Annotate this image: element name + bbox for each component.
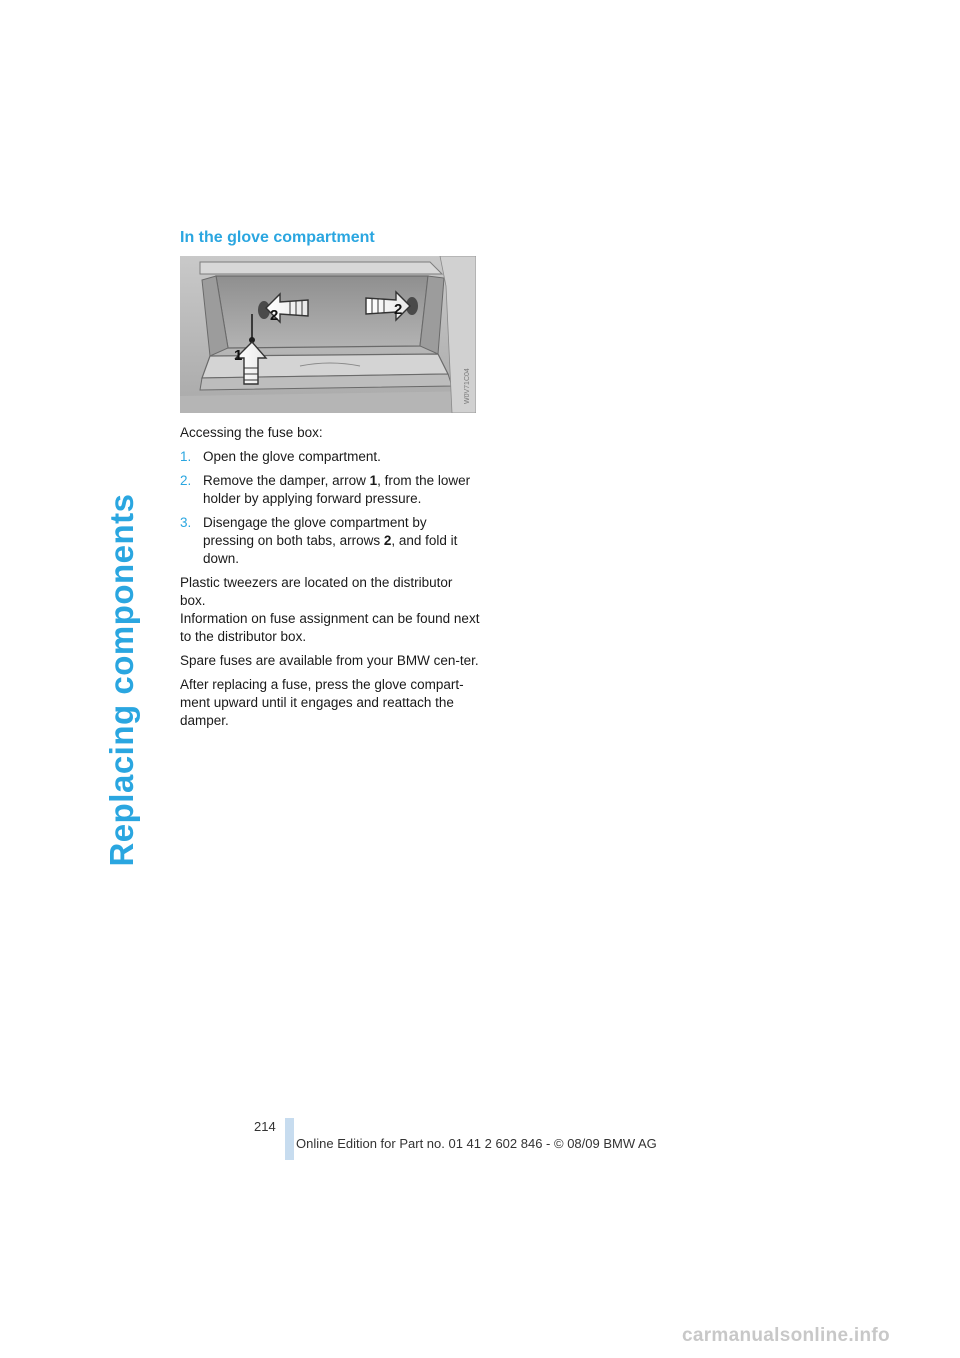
step-number: 1. (180, 449, 192, 464)
step-number: 3. (180, 515, 192, 530)
figure-code: W0V71C04 (464, 368, 471, 404)
step-text: Open the glove compartment. (203, 449, 381, 464)
page-number: 214 (254, 1119, 276, 1134)
step-item (180, 472, 480, 508)
footer-accent-bar (285, 1118, 294, 1160)
intro-text: Accessing the fuse box: (180, 425, 323, 440)
chapter-title: Replacing components (103, 493, 140, 867)
tweezers-paragraph (180, 574, 480, 646)
step-text: Remove the damper, arrow 1, from the lower holder by applying forward pressure. (203, 473, 471, 506)
glove-compartment-figure (180, 256, 476, 413)
steps-list (180, 448, 480, 568)
arrow-ref: 2 (383, 533, 392, 548)
section-heading: In the glove compartment (180, 229, 375, 246)
after-replacing-text: After replacing a fuse, press the glove compart-ment upward until it engages and reattach the damper. (180, 677, 464, 728)
arrow-ref: 1 (369, 473, 378, 488)
callout-2-right: 2 (394, 301, 403, 318)
step-number: 2. (180, 473, 192, 488)
glove-compartment-illustration (180, 256, 476, 413)
fuse-assignment-text: Information on fuse assignment can be found next to the distributor box. (180, 611, 480, 644)
step-item (180, 448, 480, 466)
step-text: Disengage the glove compartment by pressing on both tabs, arrows 2, and fold it down. (203, 515, 458, 566)
callout-1: 1 (234, 347, 243, 364)
tweezers-text: Plastic tweezers are located on the distributor box. (180, 575, 453, 608)
body-text (180, 424, 480, 736)
spare-fuses-text: Spare fuses are available from your BMW cen-ter. (180, 653, 479, 668)
edition-text: Online Edition for Part no. 01 41 2 602 846 - © 08/09 BMW AG (296, 1136, 657, 1151)
callout-2-left: 2 (270, 307, 279, 324)
watermark[interactable]: carmanualsonline.info (682, 1325, 890, 1346)
step-item (180, 514, 480, 568)
